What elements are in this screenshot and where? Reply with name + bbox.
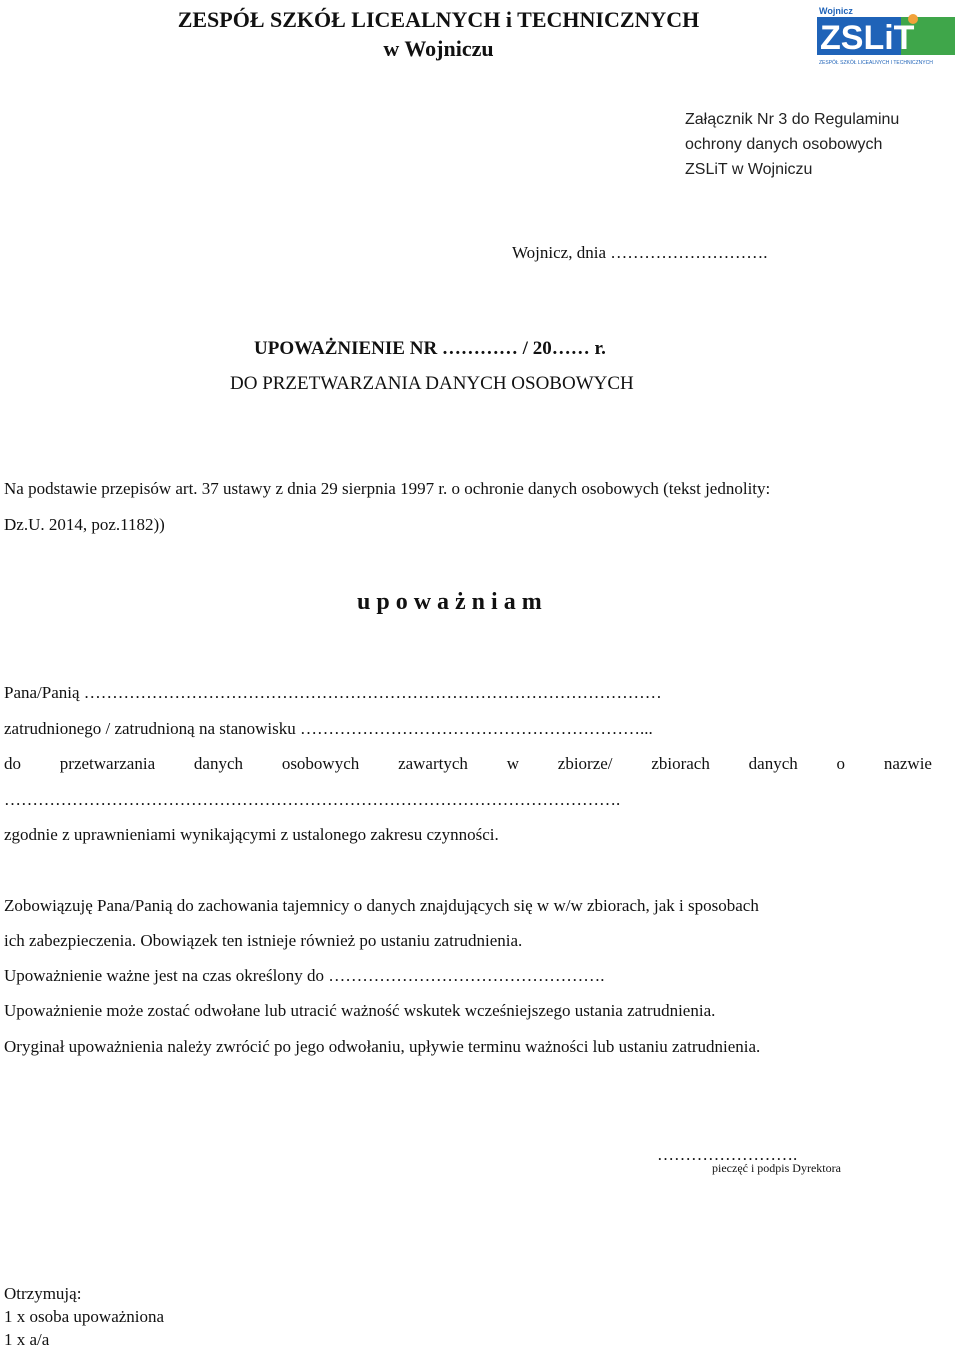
signature-label: pieczęć i podpis Dyrektora [712,1161,841,1175]
recipient-item-1: 1 x osoba upoważniona [4,1307,165,1326]
signature-dots: ……………………. [657,1145,798,1164]
annex-line3: ZSLiT w Wojniczu [685,161,813,178]
document-title-line2: DO PRZETWARZANIA DANYCH OSOBOWYCH [230,373,634,394]
school-name-line2: w Wojniczu [383,36,494,61]
dataset-word: przetwarzania [59,754,156,773]
recipients-heading: Otrzymują: [4,1284,82,1303]
dataset-line [4,754,932,774]
dataset-name-line: ………………………………………………………………………………………………. [4,790,621,809]
dataset-word: zbiorach [651,754,710,773]
authorize-heading: u p o w a ż n i a m [357,589,542,615]
annex-line2: ochrony danych osobowych [685,136,883,153]
dataset-word: zbiorze/ [557,754,613,773]
return-line: Oryginał upoważnienia należy zwrócić po jego odwołaniu, upływie terminu ważności lub ustaniu zatrudnienia. [4,1037,761,1056]
logo-top-text: Wojnicz [819,6,853,16]
date-line: Wojnicz, dnia ………………………. [512,243,768,262]
dataset-word: danych [193,754,244,773]
recipient-item-2: 1 x a/a [4,1330,50,1349]
school-logo [815,3,957,67]
obligation-line2: ich zabezpieczenia. Obowiązek ten istnieje również po ustaniu zatrudnienia. [4,931,523,950]
dataset-word: w [506,754,519,773]
dataset-word: do [4,754,21,773]
obligation-line1: Zobowiązuję Pana/Panią do zachowania tajemnicy o danych znajdujących się w w/w zbiorach, jak i sposobach [4,896,759,915]
legal-basis-line2: Dz.U. 2014, poz.1182)) [4,515,165,534]
document-title-line1: UPOWAŻNIENIE NR ………… / 20…… r. [254,338,606,359]
dataset-word: nazwie [883,754,932,773]
dataset-word: osobowych [281,754,360,773]
logo-bottom-text: ZESPÓŁ SZKÓŁ LICEALNYCH I TECHNICZNYCH [819,60,933,66]
logo-letters: ZSLiT [820,19,915,57]
school-name-line1: ZESPÓŁ SZKÓŁ LICEALNYCH i TECHNICZNYCH [177,7,700,32]
position-line: zatrudnionego / zatrudnioną na stanowisku ……………………………………………………... [4,719,653,738]
dataset-word: zawartych [398,754,468,773]
legal-basis-line1: Na podstawie przepisów art. 37 ustawy z dnia 29 sierpnia 1997 r. o ochronie danych osobowych (tekst jednolity: [4,479,771,498]
dataset-word: o [836,754,846,773]
dataset-word: danych [748,754,798,773]
scope-line: zgodnie z uprawnieniami wynikającymi z ustalonego zakresu czynności. [4,825,499,844]
revocation-line: Upoważnienie może zostać odwołane lub utracić ważność wskutek wcześniejszego ustania zatrudnienia. [4,1001,716,1020]
validity-line: Upoważnienie ważne jest na czas określony do …………………………………………. [4,966,605,985]
annex-line1: Załącznik Nr 3 do Regulaminu [685,111,900,128]
person-name-line: Pana/Panią ………………………………………………………………………………………… [4,683,662,702]
